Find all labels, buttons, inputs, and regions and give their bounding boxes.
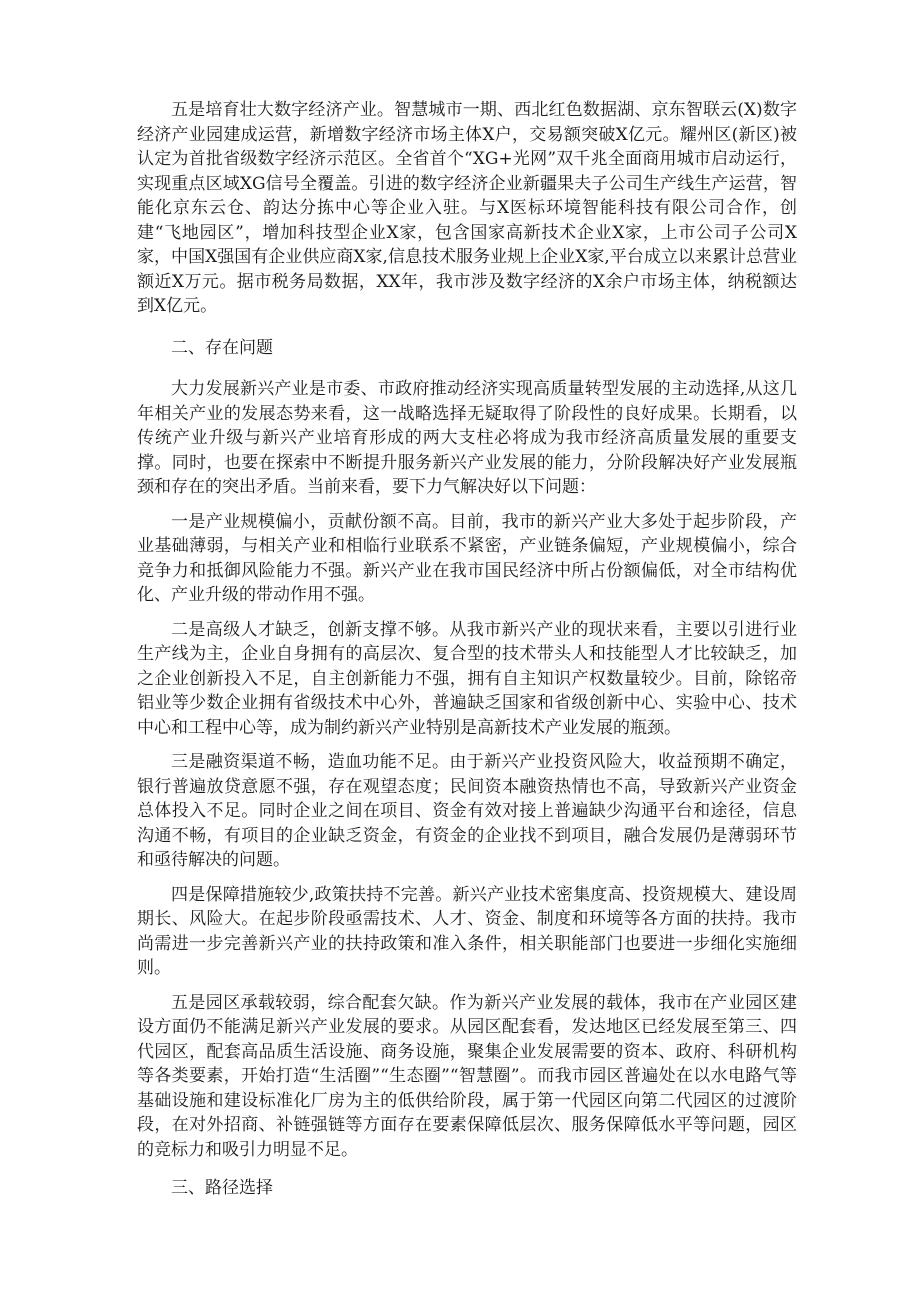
section-heading-path: 三、路径选择 bbox=[171, 1178, 273, 1198]
paragraph-digital-economy: 五是培育壮大数字经济产业。智慧城市一期、西北红色数据湖、京东智联云(X)数字经济产业园建成运营，新增数字经济市场主体X户，交易额突破X亿元。耀州区(新区)被认定为首批省级数字经济示范区。全省首个“XG+光网”双千兆全面商用城市启动运行，实现重点区域XG信号全覆盖。引进的数字经济企业新疆果夫子公司生产线生产运营，智能化京东云仓、韵达分拣中心等企业入驻。与X医标环境智能科技有限公司合作，创建“飞地园区”，增加科技型企业X家，包含国家高新技术企业X家，上市公司子公司X家，中国X强国有企业供应商X家,信息技术服务业规上企业X家,平台成立以来累计总营业额近X万元。据市税务局数据，XX年，我市涉及数字经济的X余户市场主体，纳税额达到X亿元。 bbox=[137, 100, 797, 316]
paragraph-problem-1: 一是产业规模偏小，贡献份额不高。目前，我市的新兴产业大多处于起步阶段，产业基础薄弱，与相关产业和相临行业联系不紧密，产业链条偏短，产业规模偏小，综合竞争力和抵御风险能力不强。新兴产业在我市国民经济中所占份额偏低，对全市结构优化、产业升级的带动作用不强。 bbox=[137, 511, 797, 605]
paragraph-problems-intro: 大力发展新兴产业是市委、市政府推动经济实现高质量转型发展的主动选择,从这几年相关产业的发展态势来看，这一战略选择无疑取得了阶段性的良好成果。长期看，以传统产业升级与新兴产业培育形成的两大支柱必将成为我市经济高质量发展的重要支撑。同时，也要在探索中不断提升服务新兴产业发展的能力，分阶段解决好产业发展瓶颈和存在的突出矛盾。当前来看，要下力气解决好以下问题： bbox=[137, 379, 797, 497]
paragraph-problem-3: 三是融资渠道不畅，造血功能不足。由于新兴产业投资风险大，收益预期不确定，银行普遍放贷意愿不强，存在观望态度；民间资本融资热情也不高，导致新兴产业资金总体投入不足。同时企业之间在项目、资金有效对接上普遍缺少沟通平台和途径，信息沟通不畅，有项目的企业缺乏资金，有资金的企业找不到项目，融合发展仍是薄弱环节和亟待解决的问题。 bbox=[137, 752, 797, 870]
paragraph-problem-2: 二是高级人才缺乏，创新支撑不够。从我市新兴产业的现状来看，主要以引进行业生产线为主，企业自身拥有的高层次、复合型的技术带头人和技能型人才比较缺乏，加之企业创新投入不足，自主创新能力不强，拥有自主知识产权数量较少。目前，除铭帝铝业等少数企业拥有省级技术中心外，普遍缺乏国家和省级创新中心、实验中心、技术中心和工程中心等，成为制约新兴产业特别是高新技术产业发展的瓶颈。 bbox=[137, 619, 797, 738]
document-page bbox=[137, 98, 797, 1201]
section-heading-problems: 二、存在问题 bbox=[171, 337, 273, 358]
paragraph-problem-5: 五是园区承载较弱，综合配套欠缺。作为新兴产业发展的载体，我市在产业园区建设方面仍不能满足新兴产业发展的要求。从园区配套看，发达地区已经发展至第三、四代园区，配套高品质生活设施、商务设施，聚集企业发展需要的资本、政府、科研机构等各类要素，开始打造“生活圈”“生态圈”“智慧圈”。而我市园区普遍处在以水电路气等基础设施和建设标准化厂房为主的低供给阶段，属于第一代园区向第二代园区的过渡阶段，在对外招商、补链强链等方面存在要素保障低层次、服务保障低水平等问题，园区的竞标力和吸引力明显不足。 bbox=[137, 992, 797, 1160]
paragraph-problem-4: 四是保障措施较少,政策扶持不完善。新兴产业技术密集度高、投资规模大、建设周期长、风险大。在起步阶段亟需技术、人才、资金、制度和环境等各方面的扶持。我市尚需进一步完善新兴产业的扶持政策和准入条件，相关职能部门也要进一步细化实施细则。 bbox=[137, 884, 797, 978]
